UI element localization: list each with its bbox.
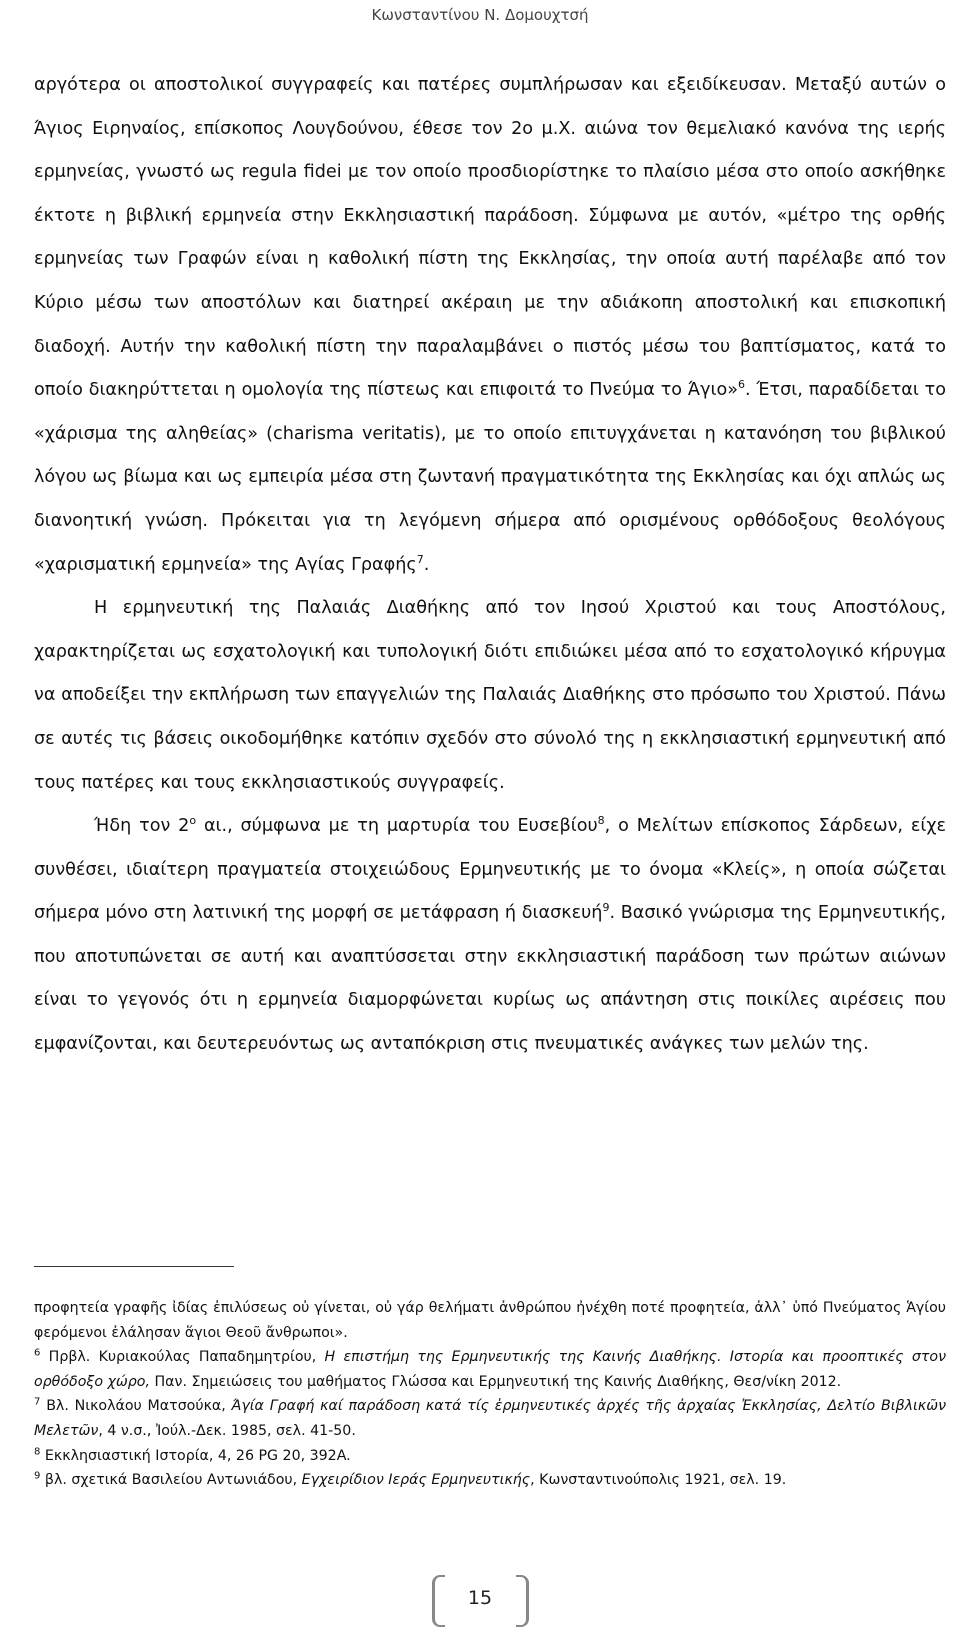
running-header: Κωνσταντίνου Ν. Δομουχτσή [371, 6, 589, 24]
footnote-ref-7[interactable]: 7 [416, 552, 424, 566]
main-text [34, 64, 946, 1067]
footnote-ref-9[interactable]: 9 [602, 901, 610, 915]
paragraph-2: Η ερμηνευτική της Παλαιάς Διαθήκης από τον Ιησού Χριστού και τους Αποστόλους, χαρακτηρίζεται ως εσχατολογική και τυπολογική διότι επιδιώκει μέσα από το εσχατολογικό κήρυγμα να αποδείξει την εκπλήρωση των επαγγελιών της Παλαιάς Διαθήκης στο πρόσωπο του Χριστού. Πάνω σε αυτές τις βάσεις οικοδομήθηκε κατόπιν σχεδόν στο σύνολό της η εκκλησιαστική ερμηνευτική από τους πατέρες και τους εκκλησιαστικούς συγγραφείς. [34, 598, 946, 793]
page-number: 15 [467, 1587, 493, 1609]
right-brace-decoration [516, 1575, 529, 1627]
paragraph-3: Ήδη τον $2^o$ αι., σύμφωνα με τη μαρτυρία του Ευσεβίου$^8$, ο Μελίτων επίσκοπος Σάρδεων, είχε συνθέσει, ιδιαίτερη πραγματεία στοιχειώδους Ερμηνευτικής με το όνομα «Κλείς», η οποία σώζεται σήμερα μόνο στη λατινική της μορφή σε μετάφραση ή διασκευή$^9$. Βασικό γνώρισμα της Ερμηνευτικής, που αποτυπώνεται σε αυτή και αναπτύσσεται στην εκκλησιαστική παράδοση των πρώτων αιώνων είναι το γεγονός ότι η ερμηνεία διαμορφώνεται κυρίως ως απάντηση στις ποικίλες αιρέσεις που εμφανίζονται, και δευτερευόντως ως ανταπόκριση στις πνευματικές ανάγκες των μελών της. [34, 814, 946, 1055]
footnote-continuation: προφητεία γραφῆς ἰδίας ἐπιλύσεως οὐ γίνεται, οὐ γάρ θελήματι ἀνθρώπου ἠνέχθη ποτέ προφητεία, ἀλλ᾽ ὑπό Πνεύματος Ἁγίου φερόμενοι ἐλάλησαν ἅγιοι Θεοῦ ἄνθρωποι». [34, 1300, 946, 1341]
paragraph-1: αργότερα οι αποστολικοί συγγραφείς και πατέρες συμπλήρωσαν και εξειδίκευσαν. Μεταξύ αυτών ο Άγιος Ειρηναίος, επίσκοπος Λουγδούνου, έθεσε τον 2ο μ.Χ. αιώνα τον θεμελιακό κανόνα της ιερής ερμηνείας, γνωστό ως regula fidei με τον οποίο προσδιορίστηκε το πλαίσιο μέσα στο οποίο ασκήθηκε έκτοτε η βιβλική ερμηνεία στην Εκκλησιαστική παράδοση. Σύμφωνα με αυτόν, «μέτρο της ορθής ερμηνείας των Γραφών είναι η καθολική πίστη της Εκκλησίας, την οποία αυτή παρέλαβε από τον Κύριο μέσω των αποστόλων και διατηρεί ακέραιη με την αδιάκοπη αποστολική και επισκοπική διαδοχή. Αυτήν την καθολική πίστη την παραλαμβάνει ο πιστός μέσω του βαπτίσματος, κατά το οποίο διακηρύττεται η ομολογία της πίστεως και επιφοιτά το Πνεύμα το Άγιο»$^6$. Έτσι, παραδίδεται το «χάρισμα της αληθείας» (charisma veritatis), με το οποίο επιτυγχάνεται η κατανόηση του βιβλικού λόγου ως βίωμα και ως εμπειρία μέσα στη ζωντανή πραγματικότητα της Εκκλησίας και όχι απλώς ως διανοητική γνώση. Πρόκειται για τη λεγόμενη σήμερα από ορισμένους ορθόδοξους θεολόγους «χαρισματική ερμηνεία» της Αγίας Γραφής$^7$. [34, 75, 946, 575]
superscript-ordinal: ο [189, 814, 197, 828]
footnote-6: $^6$ Πρβλ. Κυριακούλας Παπαδημητρίου, Η επιστήμη της Ερμηνευτικής της Καινής Διαθήκης. Ιστορία και προοπτικές στον ορθόδοξο χώρο, Παν. Σημειώσεις του μαθήματος Γλώσσα και Ερμηνευτική της Καινής Διαθήκης, Θεσ/νίκη 2012. [34, 1347, 946, 1390]
page-footer [0, 1575, 960, 1623]
footnote-separator [34, 1266, 234, 1267]
footnote-8: $^8$ Εκκλησιαστική Ιστορία, 4, 26 PG 20, 392A. [34, 1445, 351, 1464]
footnote-ref-6[interactable]: 6 [737, 378, 745, 392]
footnote-7: $^7$ Βλ. Νικολάου Ματσούκα, Άγία Γραφή καί παράδοση κατά τίς ἑρμηνευτικές ἀρχές τῆς ἀρχαίας Ἐκκλησίας, Δελτίο Βιβλικῶν Μελετῶν, 4 ν.σ., Ἰούλ.-Δεκ. 1985, σελ. 41-50. [34, 1396, 947, 1439]
footnote-9: $^9$ βλ. σχετικά Βασιλείου Αντωνιάδου, Εγχειρίδιον Ιεράς Ερμηνευτικής, Κωνσταντινούπολις 1921, σελ. 19. [34, 1470, 787, 1489]
footnote-ref-8[interactable]: 8 [597, 814, 605, 828]
footnotes [34, 1296, 946, 1493]
